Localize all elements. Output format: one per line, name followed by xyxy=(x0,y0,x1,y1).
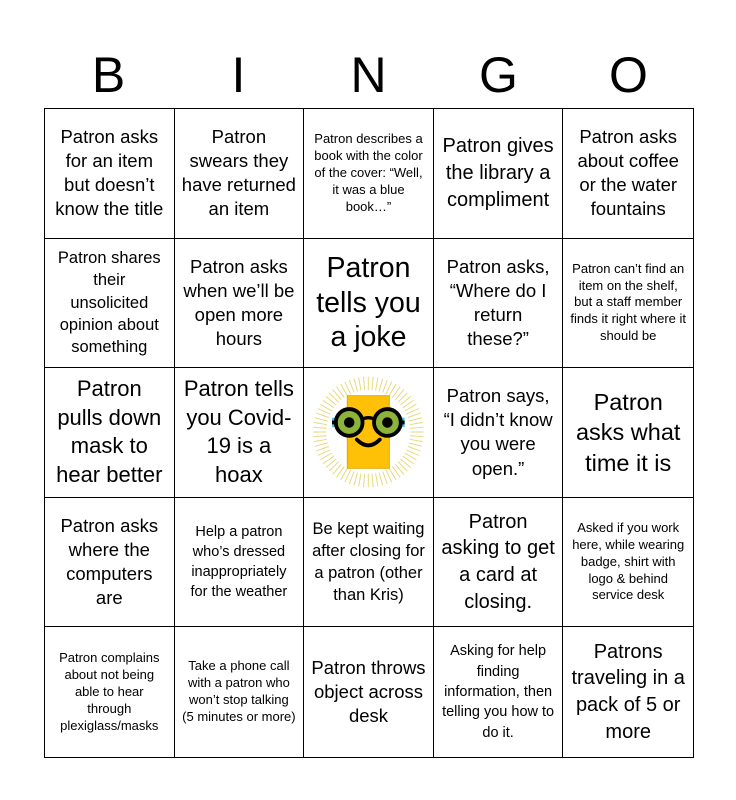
sunburst-ray xyxy=(359,378,361,391)
header-letter-i: I xyxy=(231,47,247,103)
header-letter-n: N xyxy=(350,47,388,103)
bingo-board xyxy=(44,108,694,758)
bingo-cell[interactable]: Patron shares their unsolicited opinion about something xyxy=(45,239,175,369)
bingo-cell[interactable]: Patrons traveling in a pack of 5 or more xyxy=(571,640,685,743)
sunburst-ray xyxy=(354,379,357,392)
sunburst-ray xyxy=(410,436,423,437)
bingo-cell[interactable]: Patron asks for an item but doesn’t know the title xyxy=(45,109,175,239)
bingo-cell[interactable]: Patron asking to get a card at closing. xyxy=(434,498,564,628)
sunburst-ray xyxy=(314,440,327,442)
sunburst-ray xyxy=(354,473,357,486)
bingo-cell[interactable]: Patron asks about coffee or the water fountains xyxy=(563,109,693,239)
sunburst-ray xyxy=(315,443,328,446)
bingo-cell[interactable]: Patron asks when we’ll be open more hours xyxy=(175,239,305,369)
sunburst-ray xyxy=(372,474,373,487)
sunburst-ray xyxy=(316,414,329,419)
bingo-cell[interactable]: Asking for help finding information, then telling you how to do it. xyxy=(434,627,564,757)
bingo-cell[interactable]: Patron can’t find an item on the shelf, but a staff member finds it right where it should be xyxy=(563,239,693,369)
sunburst-ray xyxy=(315,418,328,421)
sunburst-ray xyxy=(408,414,421,419)
sunburst-ray xyxy=(350,380,355,393)
sunburst-ray xyxy=(364,377,365,390)
sunburst-ray xyxy=(350,472,355,485)
bingo-cell[interactable]: Patron pulls down mask to hear better xyxy=(45,368,175,498)
header-letter-o: O xyxy=(609,47,649,103)
header-letter-g: G xyxy=(479,47,519,103)
sunburst-ray xyxy=(409,418,422,421)
sunburst-ray xyxy=(410,440,423,442)
sunburst-ray xyxy=(383,472,388,485)
smiling-book-with-glasses-icon xyxy=(311,373,426,491)
sunburst-ray xyxy=(379,473,382,486)
sunburst-ray xyxy=(313,428,326,429)
bingo-cell[interactable]: Patron complains about not being able to hear through plexiglass/masks xyxy=(45,627,175,757)
bingo-cell[interactable]: Take a phone call with a patron who won’t stop talking (5 minutes or more) xyxy=(175,627,305,757)
free-space[interactable] xyxy=(304,368,434,498)
bingo-cell[interactable]: Patron swears they have returned an item xyxy=(175,109,305,239)
bingo-cell[interactable]: Be kept waiting after closing for a patron (other than Kris) xyxy=(304,498,434,628)
sunburst-ray xyxy=(314,423,327,425)
sunburst-ray xyxy=(313,436,326,437)
bingo-cell[interactable]: Patron tells you Covid-19 is a hoax xyxy=(175,368,305,498)
bingo-cell[interactable]: Patron asks, “Where do I return these?” xyxy=(434,239,564,369)
sunburst-ray xyxy=(379,379,382,392)
sunburst-ray xyxy=(316,447,329,452)
sunburst-ray xyxy=(409,443,422,446)
bingo-cell[interactable]: Patron describes a book with the color of the cover: “Well, it was a blue book…” xyxy=(304,109,434,239)
sunburst-ray xyxy=(408,447,421,452)
bingo-cell[interactable]: Patron tells you a joke xyxy=(304,239,434,369)
bingo-cell[interactable]: Asked if you work here, while wearing badge, shirt with logo & behind service desk xyxy=(563,498,693,628)
bingo-cell[interactable]: Help a patron who’s dressed inappropriately for the weather xyxy=(175,498,305,628)
header-letter-b: B xyxy=(91,47,127,103)
bingo-header xyxy=(44,42,694,108)
sunburst-ray xyxy=(383,380,388,393)
bingo-cell[interactable]: Patron asks what time it is xyxy=(563,368,693,498)
sunburst-ray xyxy=(376,474,378,487)
sunburst-ray xyxy=(410,423,423,425)
sunburst-ray xyxy=(376,378,378,391)
sunburst-ray xyxy=(364,474,365,487)
bingo-cell[interactable]: Patron gives the library a compliment xyxy=(434,109,564,239)
bingo-cell[interactable]: Patron asks where the computers are xyxy=(45,498,175,628)
bingo-cell[interactable]: Patron says, “I didn’t know you were open.” xyxy=(434,368,564,498)
sunburst-ray xyxy=(410,428,423,429)
sunburst-ray xyxy=(359,474,361,487)
sunburst-ray xyxy=(372,377,373,390)
bingo-cell[interactable]: Patron throws object across desk xyxy=(304,627,434,757)
